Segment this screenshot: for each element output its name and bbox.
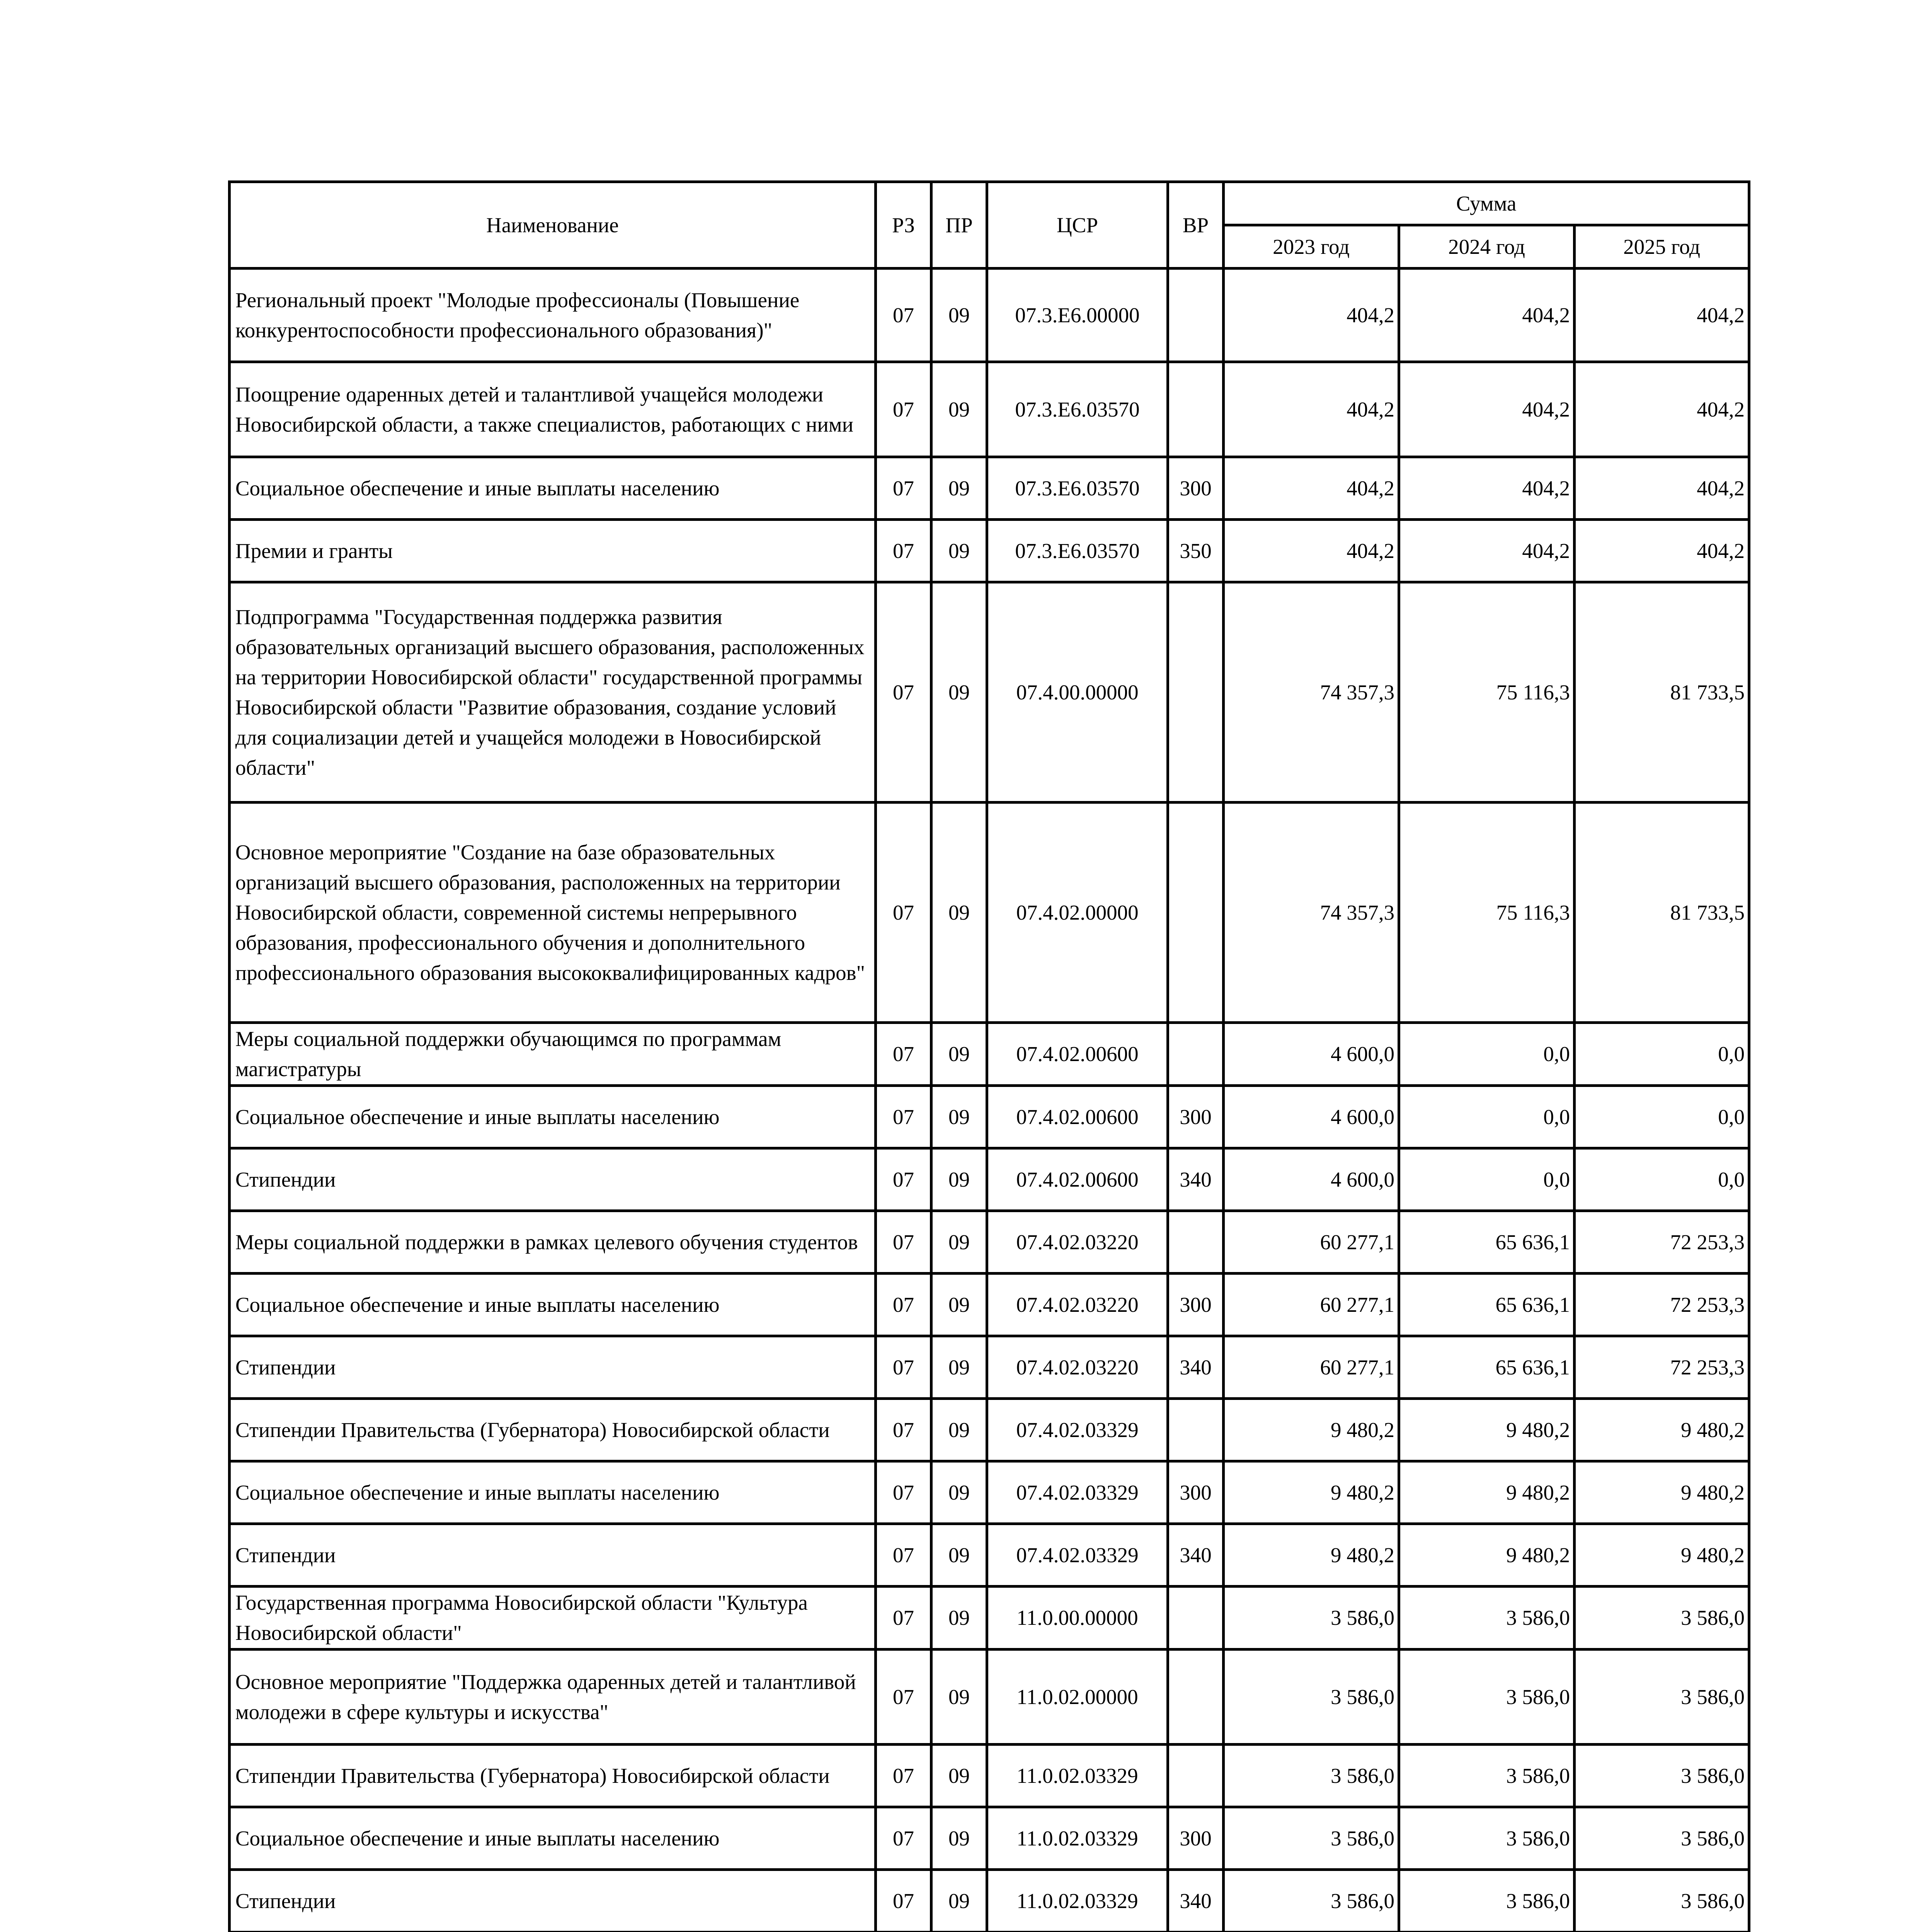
row-sum-2023: 3 586,0: [1224, 1870, 1399, 1932]
row-name: Меры социальной поддержки в рамках целевого обучения студентов: [230, 1211, 876, 1274]
row-pr: 09: [931, 269, 987, 362]
row-rz: 07: [876, 457, 931, 520]
row-csr: 11.0.02.03329: [987, 1807, 1168, 1870]
table-row: [230, 269, 1749, 362]
table-row: [230, 1461, 1749, 1524]
row-sum-2024: 3 586,0: [1399, 1807, 1575, 1870]
row-name: Меры социальной поддержки обучающимся по программам магистратуры: [230, 1023, 876, 1086]
row-sum-2024: 3 586,0: [1399, 1587, 1575, 1650]
row-vr: 350: [1168, 520, 1224, 582]
row-sum-2023: 404,2: [1224, 520, 1399, 582]
row-sum-2025: 72 253,3: [1575, 1211, 1749, 1274]
row-vr: [1168, 1023, 1224, 1086]
row-rz: 07: [876, 520, 931, 582]
row-csr: 11.0.02.03329: [987, 1745, 1168, 1807]
row-sum-2024: 65 636,1: [1399, 1274, 1575, 1336]
row-vr: [1168, 269, 1224, 362]
row-csr: 07.4.02.00600: [987, 1086, 1168, 1148]
row-sum-2025: 9 480,2: [1575, 1461, 1749, 1524]
row-sum-2023: 3 586,0: [1224, 1650, 1399, 1745]
row-vr: [1168, 1650, 1224, 1745]
row-sum-2025: 3 586,0: [1575, 1745, 1749, 1807]
row-csr: 07.4.02.03220: [987, 1336, 1168, 1399]
row-name: Стипендии Правительства (Губернатора) Новосибирской области: [230, 1745, 876, 1807]
row-vr: 340: [1168, 1148, 1224, 1211]
row-rz: 07: [876, 1587, 931, 1650]
header-name: Наименование: [230, 182, 876, 269]
row-rz: 07: [876, 1807, 931, 1870]
row-pr: 09: [931, 1524, 987, 1587]
row-sum-2024: 3 586,0: [1399, 1745, 1575, 1807]
row-name: Подпрограмма "Государственная поддержка развития образовательных организаций высшего образования, расположенных на территории Новосибирской области" государственной программы Новосибирской области "Развитие образования, создание условий для социализации детей и учащейся молодежи в Новосибирской области": [230, 582, 876, 803]
row-name: Региональный проект "Молодые профессионалы (Повышение конкурентоспособности профессионального образования)": [230, 269, 876, 362]
row-sum-2023: 3 586,0: [1224, 1745, 1399, 1807]
row-csr: 11.0.00.00000: [987, 1587, 1168, 1650]
row-pr: 09: [931, 1336, 987, 1399]
row-vr: [1168, 1399, 1224, 1461]
row-sum-2024: 65 636,1: [1399, 1336, 1575, 1399]
row-csr: 07.4.02.03220: [987, 1274, 1168, 1336]
row-sum-2025: 9 480,2: [1575, 1399, 1749, 1461]
header-rz: РЗ: [876, 182, 931, 269]
budget-table: [228, 180, 1750, 1932]
table-body: [230, 269, 1749, 1932]
row-sum-2024: 75 116,3: [1399, 582, 1575, 803]
row-csr: 07.3.Е6.03570: [987, 362, 1168, 457]
row-name: Социальное обеспечение и иные выплаты населению: [230, 1086, 876, 1148]
row-sum-2023: 404,2: [1224, 362, 1399, 457]
row-name: Стипендии: [230, 1524, 876, 1587]
row-csr: 07.3.Е6.03570: [987, 457, 1168, 520]
row-sum-2025: 72 253,3: [1575, 1274, 1749, 1336]
table-row: [230, 1807, 1749, 1870]
header-vr: ВР: [1168, 182, 1224, 269]
row-sum-2025: 72 253,3: [1575, 1336, 1749, 1399]
table-row: [230, 1587, 1749, 1650]
header-year-2023: 2023 год: [1224, 225, 1399, 269]
row-rz: 07: [876, 362, 931, 457]
table-row: [230, 1148, 1749, 1211]
row-sum-2023: 4 600,0: [1224, 1086, 1399, 1148]
row-sum-2025: 0,0: [1575, 1086, 1749, 1148]
row-sum-2023: 74 357,3: [1224, 803, 1399, 1023]
row-name: Стипендии: [230, 1870, 876, 1932]
table-row: [230, 1524, 1749, 1587]
row-pr: 09: [931, 1399, 987, 1461]
row-sum-2023: 4 600,0: [1224, 1148, 1399, 1211]
table-row: [230, 1211, 1749, 1274]
row-sum-2025: 81 733,5: [1575, 803, 1749, 1023]
row-rz: 07: [876, 1399, 931, 1461]
table-row: [230, 1086, 1749, 1148]
row-sum-2024: 9 480,2: [1399, 1524, 1575, 1587]
table-row: [230, 1399, 1749, 1461]
row-sum-2024: 9 480,2: [1399, 1399, 1575, 1461]
row-vr: [1168, 362, 1224, 457]
row-name: Государственная программа Новосибирской области "Культура Новосибирской области": [230, 1587, 876, 1650]
row-csr: 07.3.Е6.03570: [987, 520, 1168, 582]
table-row: [230, 803, 1749, 1023]
row-rz: 07: [876, 1023, 931, 1086]
row-vr: 300: [1168, 1086, 1224, 1148]
table-row: [230, 457, 1749, 520]
row-sum-2025: 404,2: [1575, 457, 1749, 520]
row-rz: 07: [876, 803, 931, 1023]
table-row: [230, 1336, 1749, 1399]
row-name: Основное мероприятие "Создание на базе образовательных организаций высшего образования, расположенных на территории Новосибирской области, современной системы непрерывного образования, профессионального обучения и дополнительного профессионального образования высококвалифицированных кадров": [230, 803, 876, 1023]
row-sum-2023: 60 277,1: [1224, 1274, 1399, 1336]
row-pr: 09: [931, 803, 987, 1023]
row-sum-2025: 404,2: [1575, 362, 1749, 457]
row-rz: 07: [876, 582, 931, 803]
table-row: [230, 1650, 1749, 1745]
row-rz: 07: [876, 1086, 931, 1148]
row-sum-2023: 404,2: [1224, 457, 1399, 520]
row-rz: 07: [876, 1524, 931, 1587]
row-csr: 07.4.02.00000: [987, 803, 1168, 1023]
row-csr: 11.0.02.03329: [987, 1870, 1168, 1932]
row-rz: 07: [876, 1461, 931, 1524]
row-pr: 09: [931, 362, 987, 457]
table-header: [230, 182, 1749, 269]
table-row: [230, 520, 1749, 582]
row-sum-2024: 0,0: [1399, 1086, 1575, 1148]
row-rz: 07: [876, 1745, 931, 1807]
row-sum-2024: 3 586,0: [1399, 1650, 1575, 1745]
row-sum-2023: 9 480,2: [1224, 1524, 1399, 1587]
row-rz: 07: [876, 1274, 931, 1336]
row-rz: 07: [876, 269, 931, 362]
header-year-2025: 2025 год: [1575, 225, 1749, 269]
row-sum-2025: 3 586,0: [1575, 1587, 1749, 1650]
row-sum-2024: 404,2: [1399, 457, 1575, 520]
row-vr: 340: [1168, 1524, 1224, 1587]
row-rz: 07: [876, 1336, 931, 1399]
row-sum-2025: 404,2: [1575, 269, 1749, 362]
row-name: Поощрение одаренных детей и талантливой учащейся молодежи Новосибирской области, а также специалистов, работающих с ними: [230, 362, 876, 457]
row-sum-2025: 3 586,0: [1575, 1870, 1749, 1932]
row-vr: 340: [1168, 1870, 1224, 1932]
row-pr: 09: [931, 520, 987, 582]
row-pr: 09: [931, 1587, 987, 1650]
row-sum-2024: 404,2: [1399, 269, 1575, 362]
row-pr: 09: [931, 1274, 987, 1336]
row-pr: 09: [931, 1461, 987, 1524]
header-pr: ПР: [931, 182, 987, 269]
row-sum-2024: 404,2: [1399, 520, 1575, 582]
row-vr: 300: [1168, 1807, 1224, 1870]
row-csr: 07.4.02.00600: [987, 1148, 1168, 1211]
row-name: Премии и гранты: [230, 520, 876, 582]
row-name: Социальное обеспечение и иные выплаты населению: [230, 1807, 876, 1870]
row-vr: [1168, 1211, 1224, 1274]
row-sum-2024: 0,0: [1399, 1148, 1575, 1211]
row-vr: 340: [1168, 1336, 1224, 1399]
row-name: Стипендии Правительства (Губернатора) Новосибирской области: [230, 1399, 876, 1461]
row-sum-2024: 0,0: [1399, 1023, 1575, 1086]
table-row: [230, 1870, 1749, 1932]
table-row: [230, 582, 1749, 803]
row-sum-2023: 4 600,0: [1224, 1023, 1399, 1086]
row-sum-2024: 65 636,1: [1399, 1211, 1575, 1274]
row-sum-2023: 404,2: [1224, 269, 1399, 362]
row-rz: 07: [876, 1650, 931, 1745]
row-sum-2023: 3 586,0: [1224, 1807, 1399, 1870]
row-rz: 07: [876, 1148, 931, 1211]
table-row: [230, 362, 1749, 457]
row-name: Социальное обеспечение и иные выплаты населению: [230, 1461, 876, 1524]
row-sum-2025: 404,2: [1575, 520, 1749, 582]
row-rz: 07: [876, 1211, 931, 1274]
row-vr: [1168, 1587, 1224, 1650]
row-sum-2025: 0,0: [1575, 1023, 1749, 1086]
header-year-2024: 2024 год: [1399, 225, 1575, 269]
table-row: [230, 1274, 1749, 1336]
row-sum-2023: 74 357,3: [1224, 582, 1399, 803]
row-rz: 07: [876, 1870, 931, 1932]
row-sum-2024: 404,2: [1399, 362, 1575, 457]
row-pr: 09: [931, 1650, 987, 1745]
row-sum-2025: 81 733,5: [1575, 582, 1749, 803]
row-name: Социальное обеспечение и иные выплаты населению: [230, 1274, 876, 1336]
row-sum-2025: 9 480,2: [1575, 1524, 1749, 1587]
row-csr: 07.4.02.03329: [987, 1399, 1168, 1461]
row-pr: 09: [931, 1086, 987, 1148]
row-csr: 07.4.02.03220: [987, 1211, 1168, 1274]
row-vr: [1168, 582, 1224, 803]
header-csr: ЦСР: [987, 182, 1168, 269]
row-csr: 07.4.02.00600: [987, 1023, 1168, 1086]
row-pr: 09: [931, 1023, 987, 1086]
row-csr: 07.3.Е6.00000: [987, 269, 1168, 362]
table-row: [230, 1023, 1749, 1086]
row-vr: [1168, 803, 1224, 1023]
row-csr: 07.4.02.03329: [987, 1461, 1168, 1524]
row-name: Стипендии: [230, 1148, 876, 1211]
row-vr: 300: [1168, 1274, 1224, 1336]
header-sum: Сумма: [1224, 182, 1749, 225]
row-sum-2023: 60 277,1: [1224, 1336, 1399, 1399]
row-sum-2025: 3 586,0: [1575, 1807, 1749, 1870]
row-name: Социальное обеспечение и иные выплаты населению: [230, 457, 876, 520]
row-pr: 09: [931, 457, 987, 520]
row-vr: 300: [1168, 1461, 1224, 1524]
row-sum-2024: 3 586,0: [1399, 1870, 1575, 1932]
table-row: [230, 1745, 1749, 1807]
row-pr: 09: [931, 1745, 987, 1807]
row-name: Стипендии: [230, 1336, 876, 1399]
row-pr: 09: [931, 1148, 987, 1211]
row-pr: 09: [931, 1870, 987, 1932]
row-sum-2024: 75 116,3: [1399, 803, 1575, 1023]
row-sum-2024: 9 480,2: [1399, 1461, 1575, 1524]
row-sum-2023: 3 586,0: [1224, 1587, 1399, 1650]
row-pr: 09: [931, 582, 987, 803]
row-pr: 09: [931, 1211, 987, 1274]
row-csr: 07.4.00.00000: [987, 582, 1168, 803]
row-sum-2023: 9 480,2: [1224, 1461, 1399, 1524]
row-sum-2025: 0,0: [1575, 1148, 1749, 1211]
row-csr: 07.4.02.03329: [987, 1524, 1168, 1587]
row-name: Основное мероприятие "Поддержка одаренных детей и талантливой молодежи в сфере культуры и искусства": [230, 1650, 876, 1745]
row-sum-2023: 9 480,2: [1224, 1399, 1399, 1461]
row-vr: [1168, 1745, 1224, 1807]
row-sum-2023: 60 277,1: [1224, 1211, 1399, 1274]
row-csr: 11.0.02.00000: [987, 1650, 1168, 1745]
row-pr: 09: [931, 1807, 987, 1870]
row-vr: 300: [1168, 457, 1224, 520]
row-sum-2025: 3 586,0: [1575, 1650, 1749, 1745]
